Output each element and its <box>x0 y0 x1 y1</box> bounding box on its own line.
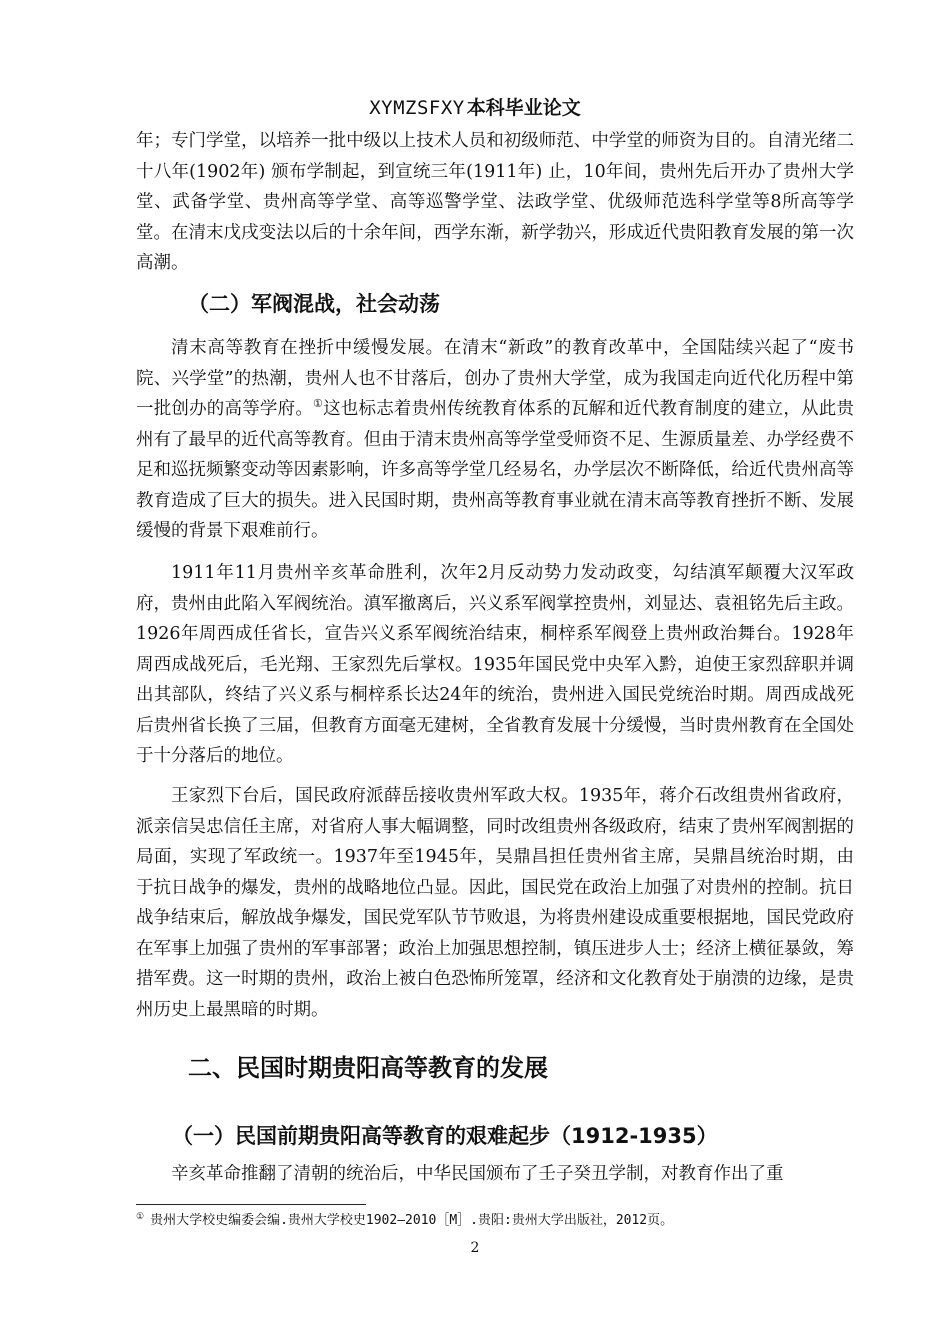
header-title: 本科毕业论文 <box>466 97 581 119</box>
paragraph-nationalist-rule: 王家烈下台后，国民政府派薛岳接收贵州军政大权。1935年，蒋介石改组贵州省政府，派亲信吴忠信任主席，对省府人事大幅调整，同时改组贵州各级政府，结束了贵州军阀割据的局面，实现了军政统一。1937年至1945年，吴鼎昌担任贵州省主席，吴鼎昌统治时期，由于抗日战争的爆发，贵州的战略地位凸显。因此，国民党在政治上加强了对贵州的控制。抗日战争结束后，解放战争爆发，国民党军队节节败退，为将贵州建设成重要根据地，国民党政府在军事上加强了贵州的军事部署；政治上加强思想控制，镇压进步人士；经济上横征暴敛，筹措军费。这一时期的贵州，政治上被白色恐怖所笼罩，经济和文化教育处于崩溃的边缘，是贵州历史上最黑暗的时期。 <box>136 786 854 1020</box>
paragraph-xinhai: 辛亥革命推翻了清朝的统治后，中华民国颁布了壬子癸丑学制，对教育作出了重 <box>171 1164 784 1184</box>
paragraph-qing-education <box>136 333 854 547</box>
footnote-reference: ① <box>313 397 324 410</box>
paragraph-qing-education-text-a: 清末高等教育在挫折中缓慢发展。在清末“新政”的教育改革中，全国陆续兴起了“废书院、兴学堂”的热潮，贵州人也不甘落后，创办了贵州大学堂，成为我国走向近代化历程中第一批创办的高等学府。 <box>136 338 854 419</box>
paragraph-qing-education-text-b: 这也标志着贵州传统教育体系的瓦解和近代教育制度的建立，从此贵州有了最早的近代高等教育。但由于清末贵州高等学堂受师资不足、生源质量差、办学经费不足和巡抚频繁变动等因素影响，许多高等学堂几经易名，办学层次不断降低，给近代贵州高等教育造成了巨大的损失。进入民国时期，贵州高等教育事业就在清末高等教育挫折不断、发展缓慢的背景下艰难前行。 <box>136 399 854 541</box>
subheading-warlords: （二）军阀混战，社会动荡 <box>188 292 440 316</box>
footnote-separator <box>136 1204 366 1205</box>
paragraph-continued: 年；专门学堂，以培养一批中级以上技术人员和初级师范、中学堂的师资为目的。自清光绪二十八年(1902年) 颁布学制起，到宣统三年(1911年) 止，10年间，贵州先后开办了贵州大学堂、武备学堂、贵州高等学堂、高等巡警学堂、法政学堂、优级师范选科学堂等8所高等学堂。在清末戊戌变法以后的十余年间，西学东渐，新学勃兴，形成近代贵阳教育发展的第一次高潮。 <box>136 131 854 273</box>
footnote <box>136 1212 856 1230</box>
header-code: XYMZSFXY <box>369 97 465 119</box>
subheading-early-republic: （一）民国前期贵阳高等教育的艰难起步（1912-1935） <box>172 1124 718 1148</box>
running-header <box>0 94 950 121</box>
footnote-marker: ① <box>136 1212 145 1222</box>
section-heading-2: 二、民国时期贵阳高等教育的发展 <box>188 1054 548 1082</box>
page-number: 2 <box>470 1240 480 1256</box>
paragraph-warlord-rule: 1911年11月贵州辛亥革命胜利，次年2月反动势力发动政变，勾结滇军颠覆大汉军政府，贵州由此陷入军阀统治。滇军撤离后，兴义系军阀掌控贵州，刘显达、袁祖铭先后主政。1926年周西成任省长，宣告兴义系军阀统治结束，桐梓系军阀登上贵州政治舞台。1928年周西成战死后，毛光翔、王家烈先后掌权。1935年国民党中央军入黔，迫使王家烈辞职并调出其部队，终结了兴义系与桐梓系长达24年的统治，贵州进入国民党统治时期。周西成战死后贵州省长换了三届，但教育方面毫无建树，全省教育发展十分缓慢，当时贵州教育在全国处于十分落后的地位。 <box>136 563 854 766</box>
footnote-text: 贵州大学校史编委会编.贵州大学校史1902—2010［M］.贵阳:贵州大学出版社，2012页。 <box>150 1213 674 1228</box>
